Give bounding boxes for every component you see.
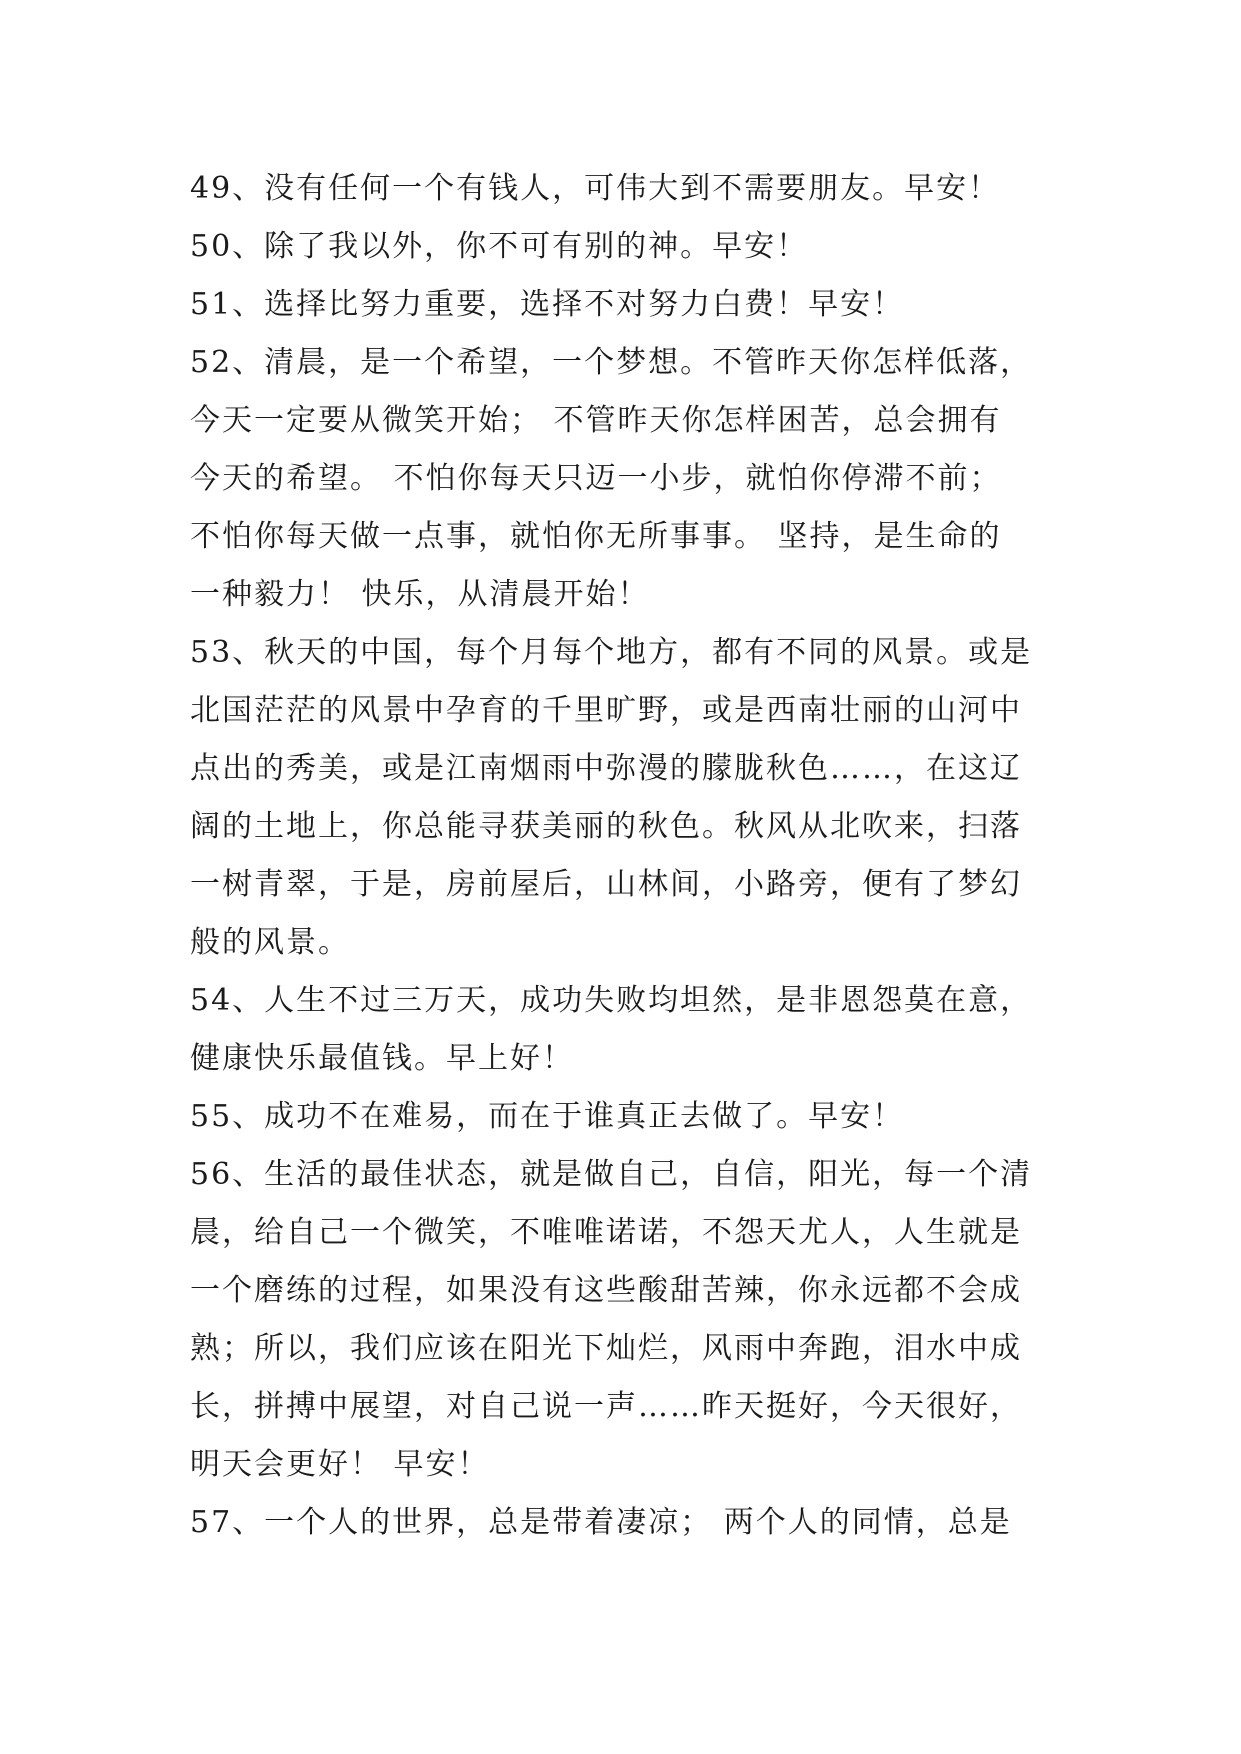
text-line: 54、人生不过三万天，成功失败均坦然，是非恩怨莫在意，	[190, 983, 1033, 1018]
text-line: 53、秋天的中国，每个月每个地方，都有不同的风景。或是	[190, 635, 1033, 670]
text-line: 今天一定要从微笑开始； 不管昨天你怎样困苦，总会拥有	[190, 403, 1002, 438]
text-line: 一个磨练的过程，如果没有这些酸甜苦辣，你永远都不会成	[190, 1273, 1022, 1308]
text-line: 56、生活的最佳状态，就是做自己，自信，阳光，每一个清	[190, 1157, 1033, 1192]
text-line: 49、没有任何一个有钱人，可伟大到不需要朋友。早安！	[190, 171, 1001, 206]
text-line: 阔的土地上，你总能寻获美丽的秋色。秋风从北吹来，扫落	[190, 809, 1022, 844]
text-body	[190, 160, 1070, 1552]
text-line: 今天的希望。 不怕你每天只迈一小步，就怕你停滞不前；	[190, 461, 1002, 496]
text-line: 明天会更好！ 早安！	[190, 1447, 490, 1482]
text-line: 一种毅力！ 快乐，从清晨开始！	[190, 577, 650, 612]
text-line: 55、成功不在难易，而在于谁真正去做了。早安！	[190, 1099, 905, 1134]
text-line: 般的风景。	[190, 925, 350, 960]
text-line: 51、选择比努力重要，选择不对努力白费！早安！	[190, 287, 905, 322]
text-line: 一树青翠，于是，房前屋后，山林间，小路旁，便有了梦幻	[190, 867, 1022, 902]
text-line: 52、清晨，是一个希望，一个梦想。不管昨天你怎样低落，	[190, 345, 1033, 380]
text-line: 长，拼搏中展望，对自己说一声……昨天挺好，今天很好，	[190, 1389, 1022, 1424]
text-line: 点出的秀美，或是江南烟雨中弥漫的朦胧秋色……，在这辽	[190, 751, 1022, 786]
text-line: 50、除了我以外，你不可有别的神。早安！	[190, 229, 809, 264]
text-line: 北国茫茫的风景中孕育的千里旷野，或是西南壮丽的山河中	[190, 693, 1022, 728]
text-line: 健康快乐最值钱。早上好！	[190, 1041, 574, 1076]
text-line: 不怕你每天做一点事，就怕你无所事事。 坚持，是生命的	[190, 519, 1002, 554]
text-line: 晨，给自己一个微笑，不唯唯诺诺，不怨天尤人，人生就是	[190, 1215, 1022, 1250]
text-line: 熟；所以，我们应该在阳光下灿烂，风雨中奔跑，泪水中成	[190, 1331, 1022, 1366]
text-line: 57、一个人的世界，总是带着凄凉； 两个人的同情，总是	[190, 1505, 1012, 1540]
